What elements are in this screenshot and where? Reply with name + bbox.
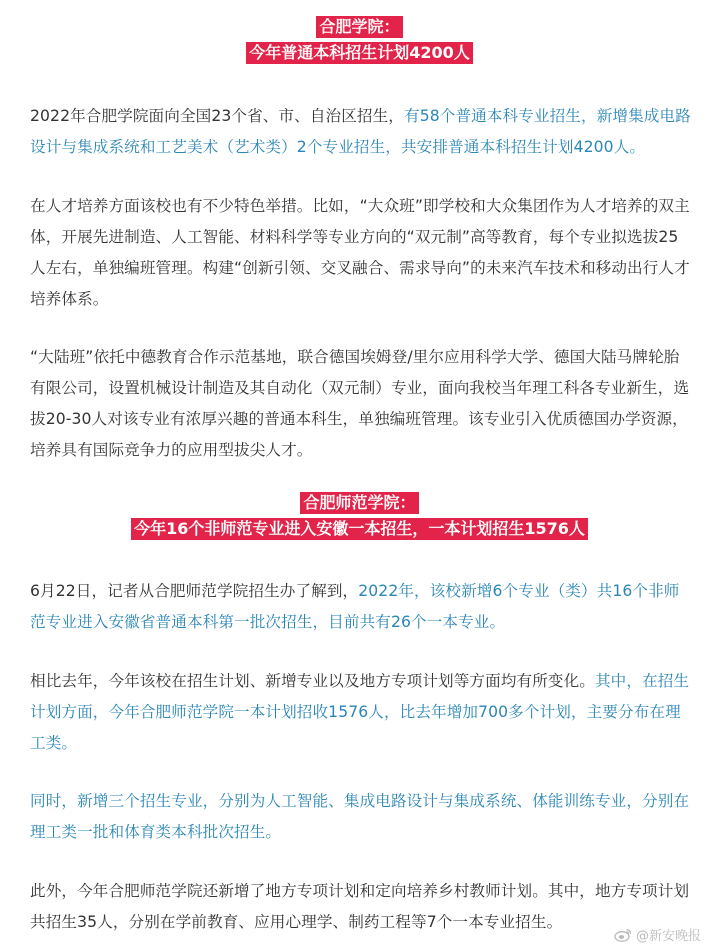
section1-heading-title: 今年普通本科招生计划4200人 <box>246 42 473 64</box>
section1-paragraph-1 <box>30 101 693 163</box>
section2-heading <box>0 492 719 544</box>
section2-p1-text: 6月22日，记者从合肥师范学院招生办了解到， <box>30 582 359 600</box>
section2-heading-title: 今年16个非师范专业进入安徽一本招生，一本计划招生1576人 <box>131 518 588 540</box>
section1-paragraph-3: “大陆班”依托中德教育合作示范基地，联合德国埃姆登/里尔应用科学大学、德国大陆马牌轮胎有限公司，设置机械设计制造及其自动化（双元制）专业，面向我校当年理工科各专业新生，选拔20-30人对该专业有浓厚兴趣的普通本科生，单独编班管理。该专业引入优质德国办学资源，培养具有国际竞争力的应用型拔尖人才。 <box>30 348 690 459</box>
section2-p2-highlight: 其中，在招生计划方面，今年合肥师范学院一本计划招收1576人，比去年增加700多个计划，主要分布在理工类。 <box>30 672 690 752</box>
section2-paragraph-2 <box>30 666 693 759</box>
section2-paragraph-1 <box>30 576 693 638</box>
weibo-icon <box>614 928 632 942</box>
section1-heading <box>0 16 719 68</box>
section2-paragraph-4: 此外，今年合肥师范学院还新增了地方专项计划和定向培养乡村教师计划。其中，地方专项计划共招生35人，分别在学前教育、应用心理学、制药工程等7个一本专业招生。 <box>30 882 690 931</box>
section2-paragraph-3: 同时，新增三个招生专业，分别为人工智能、集成电路设计与集成系统、体能训练专业，分别在理工类一批和体育类本科批次招生。 <box>30 792 690 841</box>
watermark-text: @新安晚报 <box>635 929 701 944</box>
section2-heading-school: 合肥师范学院： <box>300 492 418 514</box>
section1-p1-highlight: 有58个普通本科专业招生，新增集成电路设计与集成系统和工艺美术（艺术类）2个专业招生，共安排普通本科招生计划4200人。 <box>30 107 691 156</box>
section1-heading-school: 合肥学院： <box>316 16 402 38</box>
section1-p1-text: 2022年合肥学院面向全国23个省、市、自治区招生， <box>30 107 405 125</box>
section2-p2-text: 相比去年，今年该校在招生计划、新增专业以及地方专项计划等方面均有所变化。 <box>30 672 595 690</box>
weibo-watermark <box>614 925 701 944</box>
section2-p1-highlight: 2022年，该校新增6个专业（类）共16个非师范专业进入安徽省普通本科第一批次招生，目前共有26个一本专业。 <box>30 582 680 631</box>
section1-paragraph-2: 在人才培养方面该校也有不少特色举措。比如，“大众班”即学校和大众集团作为人才培养的双主体，开展先进制造、人工智能、材料科学等专业方向的“双元制”高等教育，每个专业拟选拔25人左右，单独编班管理。构建“创新引领、交叉融合、需求导向”的未来汽车技术和移动出行人才培养体系。 <box>30 197 690 308</box>
